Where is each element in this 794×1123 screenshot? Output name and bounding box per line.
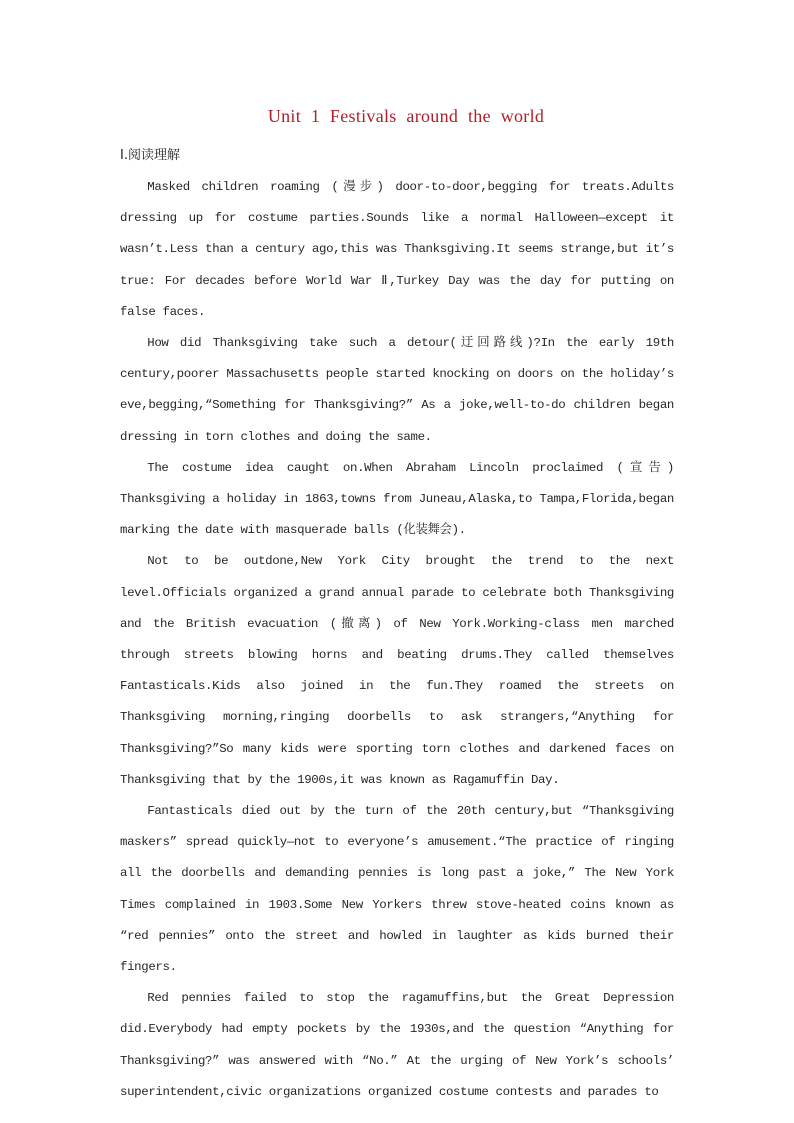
passage-paragraph-2: How did Thanksgiving take such a detour(迂回路线)?In the early 19th century,poorer Massachusetts people started knocking on doors on the holiday’s eve,begging,“Something for Thanksgiving?” As a joke,well-to-do children began dressing in torn clothes and doing the same. — [120, 336, 674, 444]
page-title: Unit 1 Festivals around the world — [267, 106, 545, 126]
passage-paragraph-1: Masked children roaming (漫步) door-to-door,begging for treats.Adults dressing up for costume parties.Sounds like a normal Halloween—except it wasn’t.Less than a century ago,this was Thanksgiving.It seems strange,but it’s true: For decades before World War Ⅱ,Turkey Day was the day for putting on false faces. — [120, 180, 674, 319]
section-heading-reading-comprehension: Ⅰ.阅读理解 — [120, 148, 180, 163]
passage-body — [120, 172, 674, 1108]
passage-paragraph-6: Red pennies failed to stop the ragamuffins,but the Great Depression did.Everybody had empty pockets by the 1930s,and the question “Anything for Thanksgiving?” was answered with “No.” At the urging of New York’s schools’ superintendent,civic organizations organized costume contests and parades to — [120, 991, 674, 1099]
passage-paragraph-4: Not to be outdone,New York City brought the trend to the next level.Officials organized a grand annual parade to celebrate both Thanksgiving and the British evacuation (撤离) of New York.Working-class men marched through streets blowing horns and beating drums.They called themselves Fantasticals.Kids also joined in the fun.They roamed the streets on Thanksgiving morning,ringing doorbells to ask strangers,“Anything for Thanksgiving?”So many kids were sporting torn clothes and darkened faces on Thanksgiving that by the 1900s,it was known as Ragamuffin Day. — [120, 554, 674, 787]
passage-paragraph-5: Fantasticals died out by the turn of the 20th century,but “Thanksgiving maskers” spread quickly—not to everyone’s amusement.“The practice of ringing all the doorbells and demanding pennies is long past a joke,” The New York Times complained in 1903.Some New Yorkers threw stove-heated coins known as “red pennies” onto the street and howled in laughter as kids burned their fingers. — [120, 804, 674, 975]
passage-paragraph-3: The costume idea caught on.When Abraham Lincoln proclaimed (宣告) Thanksgiving a holiday in 1863,towns from Juneau,Alaska,to Tampa,Florida,began marking the date with masquerade balls (化装舞会). — [120, 460, 674, 538]
